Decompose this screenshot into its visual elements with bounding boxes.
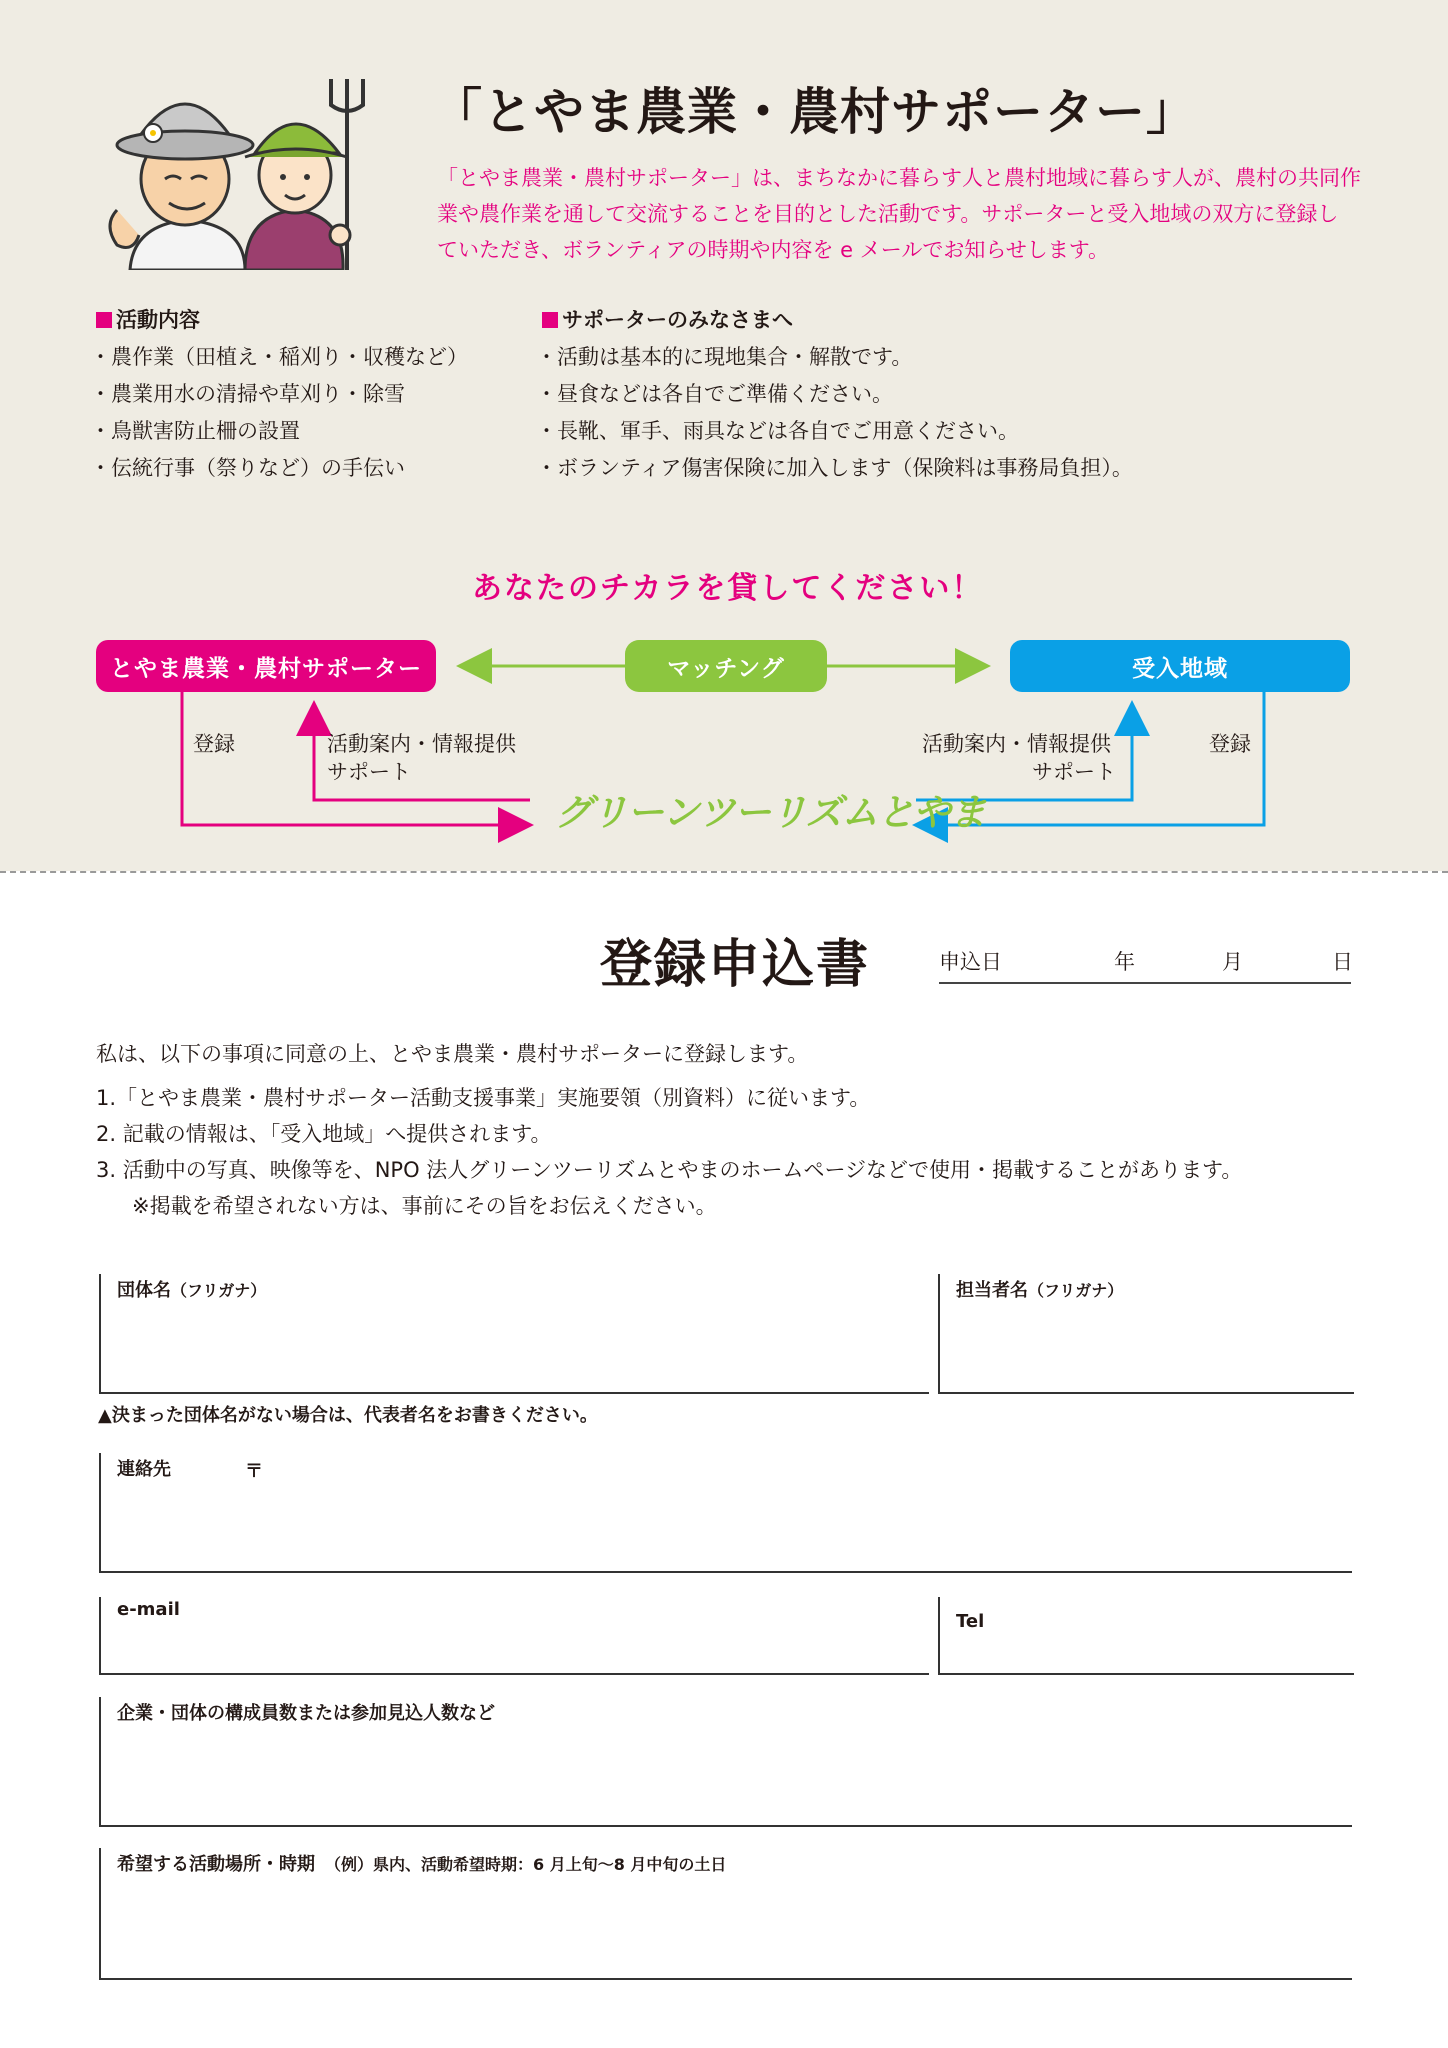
receiver-box: 受入地域: [1010, 640, 1350, 692]
supporters-section: [542, 302, 1133, 487]
email-field[interactable]: [99, 1597, 929, 1675]
right-register-label: 登録: [1209, 732, 1251, 756]
org-name-sub: （フリガナ）: [171, 1281, 267, 1300]
supporter-item: ・ ボランティア傷害保険に加入します（保険料は事務局負担）。: [542, 450, 1133, 487]
org-name-label: 団体名（フリガナ）: [117, 1280, 267, 1301]
intro-line: 業や農作業を通して交流することを目的とした活動です。サポーターと受入地域の双方に登録し: [437, 202, 1339, 226]
person-name-sub: （フリガナ）: [1028, 1281, 1124, 1300]
org-name-field[interactable]: [99, 1274, 929, 1394]
tel-field[interactable]: [938, 1597, 1354, 1675]
postal-mark: 〒: [245, 1461, 263, 1482]
agreement-item: 3. 活動中の写真、映像等を、NPO 法人グリーンツーリズムとやまのホームページなどで使用・掲載することがあります。: [96, 1158, 1243, 1182]
agreement-note: ※掲載を希望されない方は、事前にその旨をお伝えください。: [132, 1194, 717, 1218]
left-support-label: サポート: [327, 760, 411, 784]
activity-item: ・ 農業用水の清掃や草刈り・除雪: [96, 376, 468, 413]
intro-text: [437, 160, 1361, 268]
right-info-label: 活動案内・情報提供: [922, 732, 1111, 756]
farmers-illustration: [95, 75, 385, 270]
supporter-item: ・ 昼食などは各自でご準備ください。: [542, 376, 1133, 413]
activities-section: [96, 302, 468, 487]
application-date-field[interactable]: [939, 942, 1351, 984]
cut-line: [0, 871, 1448, 873]
person-name-label: 担当者名（フリガナ）: [956, 1280, 1124, 1301]
activity-item: ・ 農作業（田植え・稲刈り・収穫など）: [96, 339, 468, 376]
square-bullet-icon: [96, 312, 112, 328]
agreement-item: 1.「とやま農業・農村サポーター活動支援事業」実施要領（別資料）に従います。: [96, 1086, 871, 1110]
month-label: 月: [1222, 950, 1243, 974]
supporters-heading: サポーターのみなさまへ: [542, 302, 1133, 339]
tel-label: Tel: [956, 1611, 985, 1632]
person-name-field[interactable]: [938, 1274, 1354, 1394]
activity-item: ・ 鳥獣害防止柵の設置: [96, 413, 468, 450]
agreement-text: [96, 1036, 1242, 1224]
supporter-item: ・ 長靴、軍手、雨具などは各自でご用意ください。: [542, 413, 1133, 450]
contact-label: 連絡先: [117, 1459, 171, 1480]
activity-item: ・ 伝統行事（祭りなど）の手伝い: [96, 450, 468, 487]
wish-label: 希望する活動場所・時期 （例）県内、活動希望時期：6 月上旬〜8 月中旬の土日: [117, 1854, 727, 1875]
org-name-note: ▲決まった団体名がない場合は、代表者名をお書きください。: [98, 1405, 598, 1426]
supporter-item: ・ 活動は基本的に現地集合・解散です。: [542, 339, 1133, 376]
supporter-box: とやま農業・農村サポーター: [96, 640, 436, 692]
callout-text: あなたのチカラを貸してください！: [472, 571, 984, 606]
year-label: 年: [1114, 950, 1135, 974]
date-label: 申込日: [939, 950, 1002, 974]
agreement-intro: 私は、以下の事項に同意の上、とやま農業・農村サポーターに登録します。: [96, 1042, 809, 1066]
matching-diagram: [0, 630, 1448, 850]
wish-field[interactable]: [99, 1848, 1352, 1980]
intro-line: 「とやま農業・農村サポーター」は、まちなかに暮らす人と農村地域に暮らす人が、農村の共同作: [437, 166, 1361, 190]
left-info-label: 活動案内・情報提供: [327, 732, 516, 756]
page-title: 「とやま農業・農村サポーター」: [432, 83, 1197, 141]
activities-heading: 活動内容: [96, 302, 468, 339]
day-label: 日: [1332, 950, 1353, 974]
members-field[interactable]: [99, 1697, 1352, 1827]
agreement-item: 2. 記載の情報は、「受入地域」へ提供されます。: [96, 1122, 552, 1146]
email-label: e-mail: [117, 1599, 180, 1620]
matching-box: マッチング: [625, 640, 827, 692]
form-title: 登録申込書: [600, 935, 871, 995]
green-tourism-logo: グリーンツーリズムとやま: [555, 791, 986, 834]
wish-example: （例）県内、活動希望時期：6 月上旬〜8 月中旬の土日: [333, 1855, 727, 1874]
left-register-label: 登録: [193, 732, 235, 756]
square-bullet-icon: [542, 312, 558, 328]
members-label: 企業・団体の構成員数または参加見込人数など: [117, 1703, 495, 1724]
right-support-label: サポート: [1032, 760, 1116, 784]
intro-line: ていただき、ボランティアの時期や内容を e メールでお知らせします。: [437, 238, 1110, 262]
contact-field[interactable]: [99, 1453, 1352, 1573]
